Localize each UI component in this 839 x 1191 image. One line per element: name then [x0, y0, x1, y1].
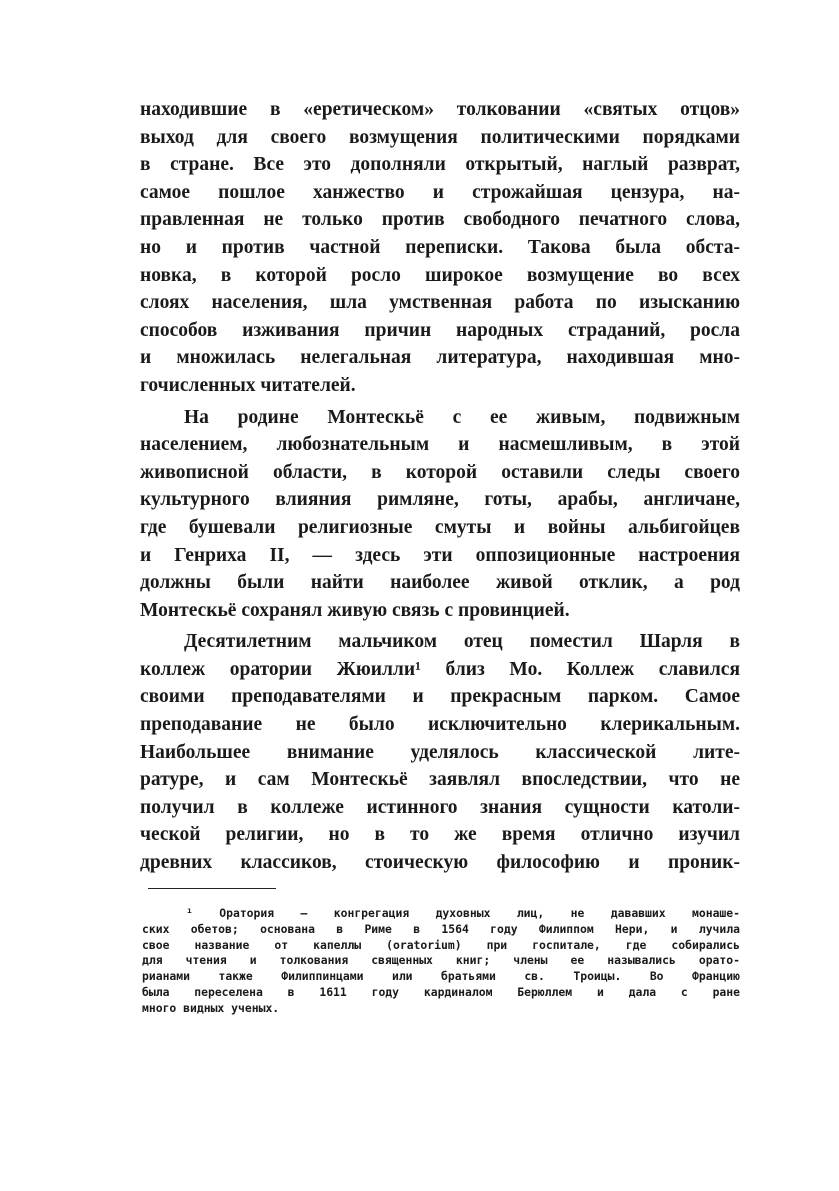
- text-line: получил в коллеже истинного знания сущности католи-: [140, 796, 740, 818]
- text-line: ческой религии, но в то же время отлично изучил: [140, 824, 740, 846]
- footnote-separator: [148, 888, 276, 889]
- footnote-line: для чтения и толкования священных книг; члены ее назывались орато-: [142, 953, 740, 968]
- text-line: гочисленных читателей.: [140, 374, 356, 396]
- paragraph: [140, 628, 740, 876]
- text-line: и множилась нелегальная литература, находившая мно-: [140, 347, 740, 369]
- paragraph: [140, 404, 740, 625]
- text-line: преподавание не было исключительно клерикальным.: [140, 714, 740, 736]
- text-line: должны были найти наиболее живой отклик, а род: [140, 572, 740, 594]
- text-line: коллеж оратории Жюилли¹ близ Мо. Коллеж славился: [140, 658, 740, 680]
- text-line: ратуре, и сам Монтескьё заявлял впоследствии, что не: [140, 769, 740, 791]
- text-line: На родине Монтескьё с ее живым, подвижным: [184, 406, 740, 428]
- footnote-line: рианами также Филиппинцами или братьями св. Троицы. Во Францию: [142, 969, 740, 984]
- text-line: культурного влияния римляне, готы, арабы, англичане,: [140, 489, 740, 511]
- text-line: способов изживания причин народных страданий, росла: [140, 319, 740, 341]
- text-line: находившие в «еретическом» толковании «святых отцов»: [140, 99, 740, 120]
- text-line: новка, в которой росло широкое возмущение во всех: [140, 264, 740, 286]
- text-line: но и против частной переписки. Такова была обста-: [140, 236, 740, 258]
- text-line: правленная не только против свободного печатного слова,: [140, 209, 740, 231]
- main-text: [140, 96, 740, 881]
- footnote-line: свое название от капеллы (oratorium) при госпитале, где собирались: [142, 937, 740, 952]
- text-line: и Генриха II, — здесь эти оппозиционные настроения: [140, 544, 740, 566]
- footnote-line: была переселена в 1611 году кардиналом Берюллем и дала с ране: [142, 984, 740, 999]
- text-line: в стране. Все это дополняли открытый, наглый разврат,: [140, 154, 740, 176]
- text-line: населением, любознательным и насмешливым, в этой: [140, 434, 740, 456]
- text-line: слоях населения, шла умственная работа по изысканию: [140, 292, 740, 314]
- text-line: своими преподавателями и прекрасным парком. Самое: [140, 686, 740, 708]
- text-line: выход для своего возмущения политическими порядками: [140, 126, 740, 148]
- footnote-line: много видных ученых.: [142, 1000, 280, 1015]
- text-line: Десятилетним мальчиком отец поместил Шарля в: [184, 631, 740, 653]
- text-line: древних классиков, стоическую философию и проник-: [140, 852, 740, 874]
- text-line: самое пошлое ханжество и строжайшая цензура, на-: [140, 181, 740, 203]
- footnote-line: ских обетов; основана в Риме в 1564 году Филиппом Нери, и лучила: [142, 921, 740, 936]
- text-line: где бушевали религиозные смуты и войны альбигойцев: [140, 516, 740, 538]
- footnote-line: ¹ Оратория — конгрегация духовных лиц, не дававших монаше-: [186, 906, 740, 920]
- paragraph: [140, 96, 740, 400]
- text-line: Монтескьё сохранял живую связь с провинцией.: [140, 599, 570, 621]
- footnote: [142, 906, 740, 1017]
- text-line: живописной области, в которой оставили следы своего: [140, 461, 740, 483]
- text-line: Наибольшее внимание уделялось классической лите-: [140, 741, 740, 763]
